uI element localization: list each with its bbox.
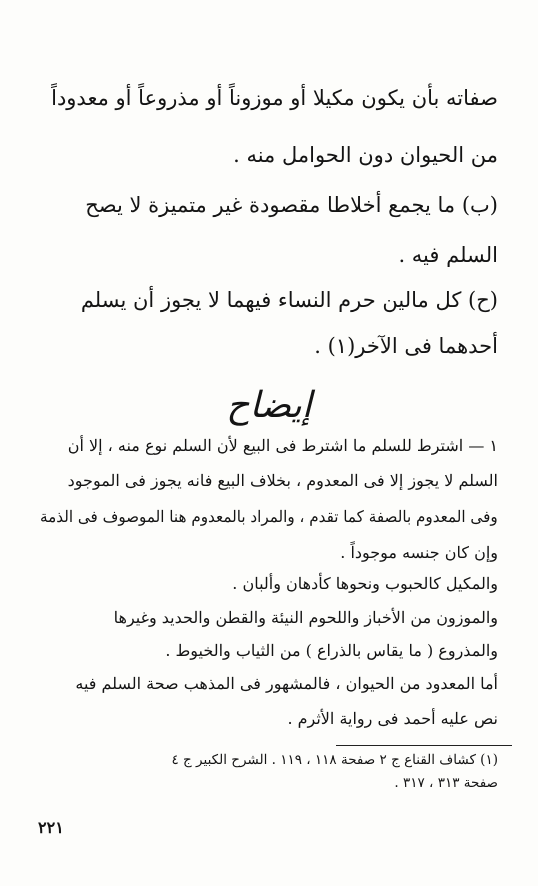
footnote-line: (١) كشاف القناع ج ٢ صفحة ١١٨ ، ١١٩ . الشرح الكبير ج ٤ [171,752,498,768]
text-line: والموزون من الأخباز واللحوم النيئة والقطن والحديد وغيرها [113,608,498,627]
text-line: والمذروع ( ما يقاس بالذراع ) من الثياب والخيوط . [165,641,498,660]
footnote-line: صفحة ٣١٣ ، ٣١٧ . [394,775,498,791]
text-line: وإن كان جنسه موجوداً . [340,543,498,562]
page-number: ٢٢١ [38,818,64,837]
footnote-divider [336,745,512,746]
text-line: صفاته بأن يكون مكيلا أو موزوناً أو مذروعاً أو معدوداً [51,86,498,110]
text-line: أما المعدود من الحيوان ، فالمشهور فى المذهب صحة السلم فيه [75,674,498,693]
text-line: أحدهما فى الآخر(١) . [314,334,498,358]
text-line: السلم فيه . [398,243,498,267]
text-line: (ح) كل مالين حرم النساء فيهما لا يجوز أن يسلم [80,288,498,312]
text-line: نص عليه أحمد فى رواية الأثرم . [287,709,498,728]
section-heading: إيضاح [226,385,312,426]
text-line: والمكيل كالحبوب ونحوها كأدهان وألبان . [232,574,498,593]
text-line: السلم لا يجوز إلا فى المعدوم ، بخلاف البيع فانه يجوز فى الموجود [67,471,498,490]
text-line: ١ — اشترط للسلم ما اشترط فى البيع لأن السلم نوع منه ، إلا أن [67,436,498,455]
text-line: وفى المعدوم بالصفة كما تقدم ، والمراد بالمعدوم هنا الموصوف فى الذمة [40,507,498,526]
section-heading-wrap [0,385,538,430]
text-line: (ب) ما يجمع أخلاطا مقصودة غير متميزة لا يصح [85,193,498,217]
text-line: من الحيوان دون الحوامل منه . [233,143,498,167]
